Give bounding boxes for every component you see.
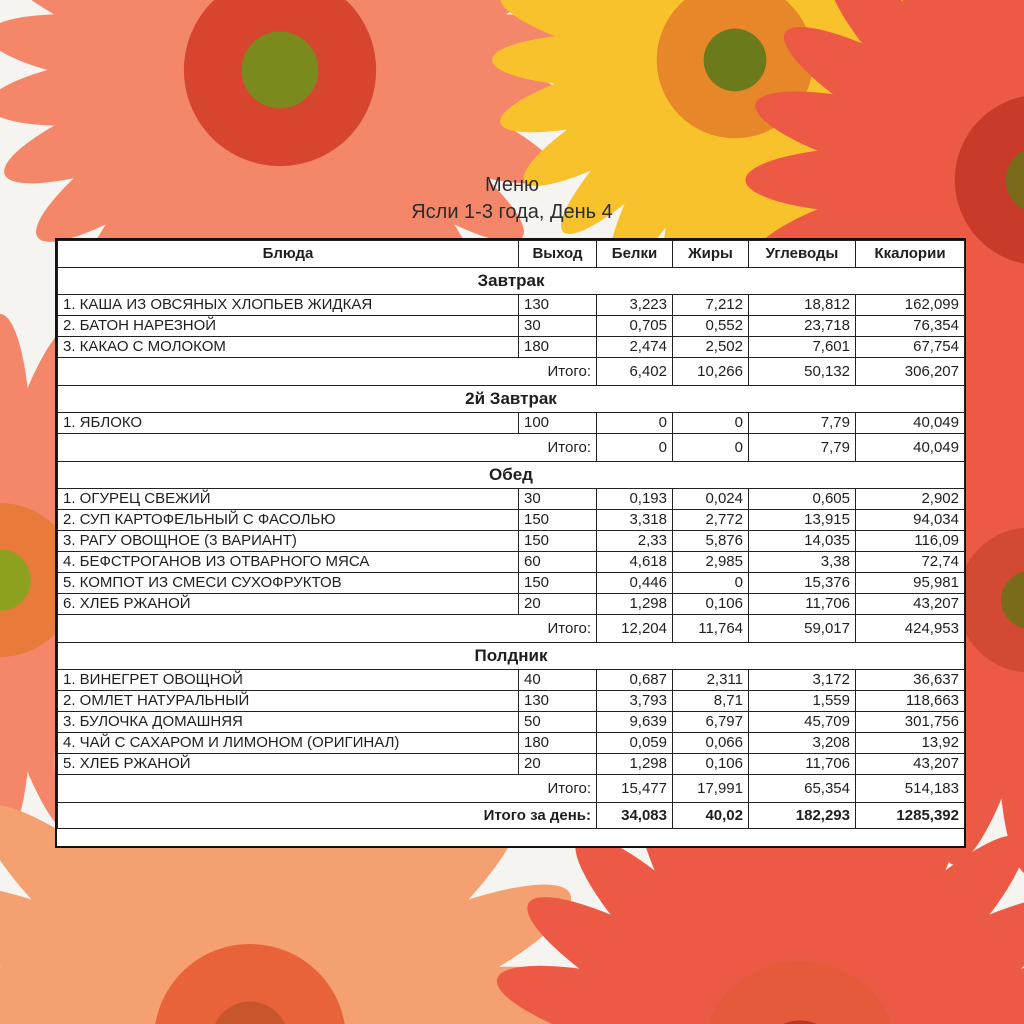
calories-cell: 76,354 [856,316,965,337]
carbs-cell: 11,706 [749,754,856,775]
portion-cell: 40 [519,670,597,691]
subtotal-value: 0 [673,434,749,462]
table-row [58,316,965,337]
carbs-cell: 3,208 [749,733,856,754]
day-total-value: 40,02 [673,803,749,829]
calories-cell: 162,099 [856,295,965,316]
portion-cell: 50 [519,712,597,733]
carbs-cell: 13,915 [749,510,856,531]
portion-cell: 150 [519,573,597,594]
calories-cell: 116,09 [856,531,965,552]
portion-cell: 150 [519,531,597,552]
header-protein: Белки [597,241,673,268]
table-row [58,733,965,754]
fat-cell: 2,985 [673,552,749,573]
table-row [58,754,965,775]
dish-name: 3. БУЛОЧКА ДОМАШНЯЯ [58,712,519,733]
subtotal-row [58,434,965,462]
protein-cell: 2,474 [597,337,673,358]
dish-name: 1. КАША ИЗ ОВСЯНЫХ ХЛОПЬЕВ ЖИДКАЯ [58,295,519,316]
protein-cell: 3,318 [597,510,673,531]
fat-cell: 0 [673,573,749,594]
subtotal-value: 514,183 [856,775,965,803]
subtotal-value: 59,017 [749,615,856,643]
calories-cell: 94,034 [856,510,965,531]
carbs-cell: 14,035 [749,531,856,552]
subtotal-label: Итого: [58,775,597,803]
fat-cell: 0,106 [673,754,749,775]
fat-cell: 0,552 [673,316,749,337]
portion-cell: 130 [519,691,597,712]
subtotal-label: Итого: [58,358,597,386]
calories-cell: 72,74 [856,552,965,573]
header-fat: Жиры [673,241,749,268]
dish-name: 3. КАКАО С МОЛОКОМ [58,337,519,358]
header-carbs: Углеводы [749,241,856,268]
table-row [58,670,965,691]
subtotal-value: 306,207 [856,358,965,386]
dish-name: 3. РАГУ ОВОЩНОЕ (3 ВАРИАНТ) [58,531,519,552]
table-row [58,573,965,594]
table-row [58,337,965,358]
fat-cell: 2,311 [673,670,749,691]
calories-cell: 43,207 [856,754,965,775]
table-row [58,552,965,573]
fat-cell: 5,876 [673,531,749,552]
dish-name: 2. СУП КАРТОФЕЛЬНЫЙ С ФАСОЛЬЮ [58,510,519,531]
fat-cell: 6,797 [673,712,749,733]
protein-cell: 0,446 [597,573,673,594]
subtotal-label: Итого: [58,434,597,462]
calories-cell: 118,663 [856,691,965,712]
subtotal-value: 12,204 [597,615,673,643]
calories-cell: 13,92 [856,733,965,754]
dish-name: 5. КОМПОТ ИЗ СМЕСИ СУХОФРУКТОВ [58,573,519,594]
carbs-cell: 0,605 [749,489,856,510]
fat-cell: 0,024 [673,489,749,510]
table-row [58,594,965,615]
fat-cell: 0,106 [673,594,749,615]
carbs-cell: 1,559 [749,691,856,712]
table-row [58,489,965,510]
header-portion: Выход [519,241,597,268]
menu-title: Меню [484,174,540,196]
section-header [58,643,965,670]
day-total-value: 1285,392 [856,803,965,829]
carbs-cell: 7,79 [749,413,856,434]
portion-cell: 180 [519,733,597,754]
day-total-value: 182,293 [749,803,856,829]
table-header-row [58,241,965,268]
calories-cell: 36,637 [856,670,965,691]
day-total-row [58,803,965,829]
section-header [58,268,965,295]
dish-name: 4. БЕФСТРОГАНОВ ИЗ ОТВАРНОГО МЯСА [58,552,519,573]
protein-cell: 0,687 [597,670,673,691]
dish-name: 2. БАТОН НАРЕЗНОЙ [58,316,519,337]
subtotal-label: Итого: [58,615,597,643]
calories-cell: 301,756 [856,712,965,733]
subtotal-value: 40,049 [856,434,965,462]
day-total-label: Итого за день: [58,803,597,829]
subtotal-value: 17,991 [673,775,749,803]
calories-cell: 40,049 [856,413,965,434]
section-title: Завтрак [58,268,965,295]
protein-cell: 0,705 [597,316,673,337]
calories-cell: 2,902 [856,489,965,510]
protein-cell: 2,33 [597,531,673,552]
protein-cell: 0 [597,413,673,434]
table-row [58,510,965,531]
portion-cell: 30 [519,489,597,510]
day-total-value: 34,083 [597,803,673,829]
fat-cell: 0 [673,413,749,434]
fat-cell: 2,502 [673,337,749,358]
protein-cell: 3,793 [597,691,673,712]
subtotal-value: 50,132 [749,358,856,386]
carbs-cell: 45,709 [749,712,856,733]
portion-cell: 150 [519,510,597,531]
header-dishes: Блюда [58,241,519,268]
dish-name: 6. ХЛЕБ РЖАНОЙ [58,594,519,615]
section-title: Обед [58,462,965,489]
carbs-cell: 7,601 [749,337,856,358]
carbs-cell: 18,812 [749,295,856,316]
section-title: 2й Завтрак [58,386,965,413]
carbs-cell: 3,172 [749,670,856,691]
protein-cell: 1,298 [597,594,673,615]
protein-cell: 0,059 [597,733,673,754]
subtotal-value: 6,402 [597,358,673,386]
section-header [58,386,965,413]
dish-name: 1. ЯБЛОКО [58,413,519,434]
dish-name: 1. ВИНЕГРЕТ ОВОЩНОЙ [58,670,519,691]
portion-cell: 60 [519,552,597,573]
calories-cell: 67,754 [856,337,965,358]
portion-cell: 180 [519,337,597,358]
carbs-cell: 11,706 [749,594,856,615]
portion-cell: 130 [519,295,597,316]
protein-cell: 9,639 [597,712,673,733]
dish-name: 1. ОГУРЕЦ СВЕЖИЙ [58,489,519,510]
menu-table-container [55,238,966,848]
section-header [58,462,965,489]
menu-table [57,240,965,829]
subtotal-row [58,358,965,386]
dish-name: 2. ОМЛЕТ НАТУРАЛЬНЫЙ [58,691,519,712]
subtotal-row [58,615,965,643]
protein-cell: 0,193 [597,489,673,510]
fat-cell: 0,066 [673,733,749,754]
table-row [58,712,965,733]
subtotal-value: 15,477 [597,775,673,803]
protein-cell: 3,223 [597,295,673,316]
table-row [58,413,965,434]
portion-cell: 100 [519,413,597,434]
fat-cell: 7,212 [673,295,749,316]
portion-cell: 20 [519,754,597,775]
calories-cell: 95,981 [856,573,965,594]
subtotal-row [58,775,965,803]
dish-name: 4. ЧАЙ С САХАРОМ И ЛИМОНОМ (ОРИГИНАЛ) [58,733,519,754]
table-row [58,691,965,712]
subtotal-value: 424,953 [856,615,965,643]
protein-cell: 4,618 [597,552,673,573]
table-row [58,295,965,316]
carbs-cell: 23,718 [749,316,856,337]
subtotal-value: 11,764 [673,615,749,643]
subtotal-value: 65,354 [749,775,856,803]
section-title: Полдник [58,643,965,670]
portion-cell: 20 [519,594,597,615]
carbs-cell: 15,376 [749,573,856,594]
carbs-cell: 3,38 [749,552,856,573]
table-row [58,531,965,552]
subtotal-value: 0 [597,434,673,462]
protein-cell: 1,298 [597,754,673,775]
fat-cell: 8,71 [673,691,749,712]
subtotal-value: 7,79 [749,434,856,462]
subtotal-value: 10,266 [673,358,749,386]
dish-name: 5. ХЛЕБ РЖАНОЙ [58,754,519,775]
portion-cell: 30 [519,316,597,337]
calories-cell: 43,207 [856,594,965,615]
header-calories: Ккалории [856,241,965,268]
menu-subtitle: Ясли 1-3 года, День 4 [411,201,613,223]
fat-cell: 2,772 [673,510,749,531]
